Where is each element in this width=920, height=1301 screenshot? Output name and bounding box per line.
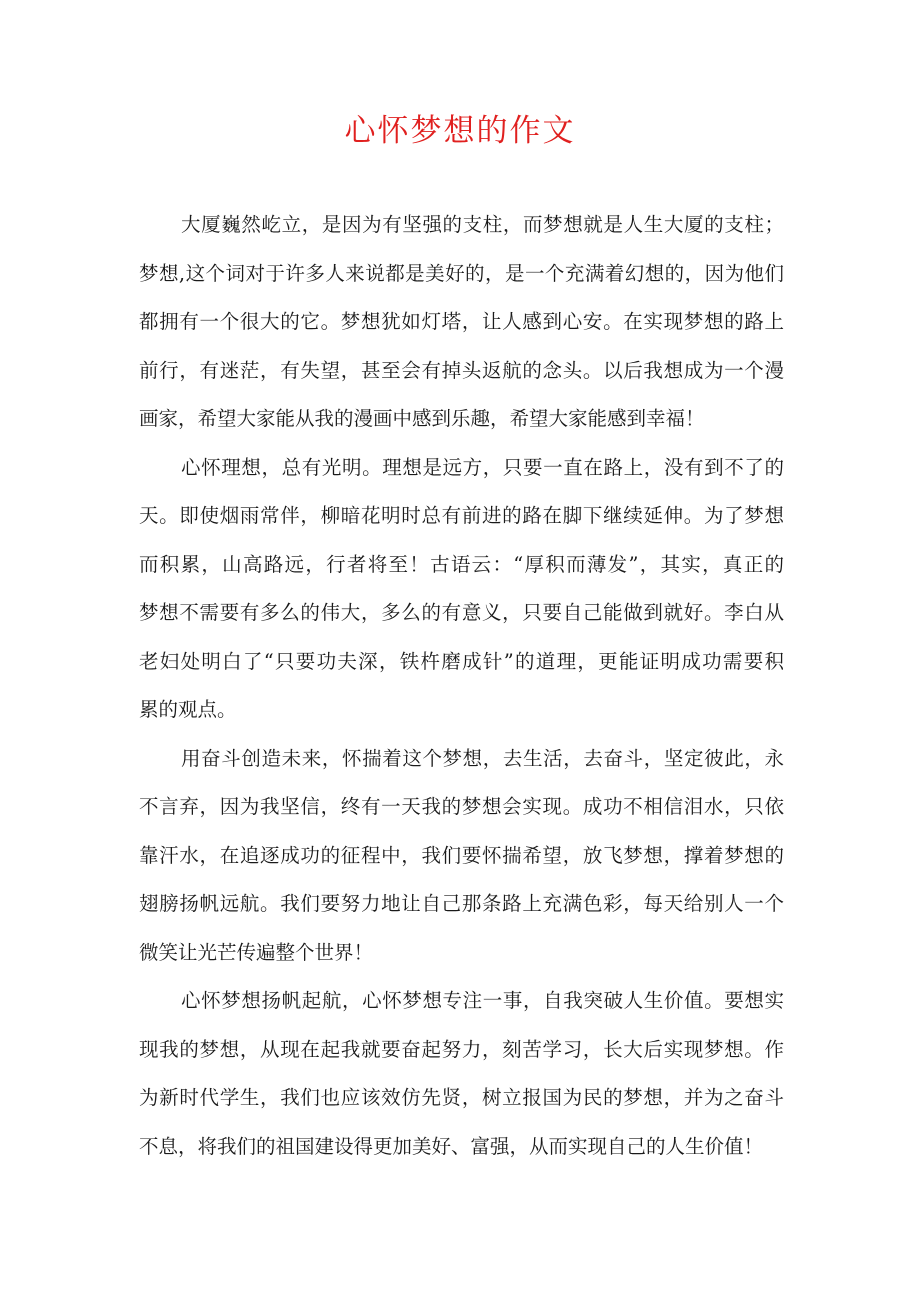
text-line: 而积累，山高路远，行者将至！古语云：“厚积而薄发”，其实，真正的	[139, 552, 784, 576]
text-line: 梦想不需要有多么的伟大，多么的有意义，只要自己能做到就好。李白从	[139, 601, 784, 624]
paragraph-3	[139, 735, 784, 978]
paragraph-2	[139, 444, 784, 735]
text-line: 微笑让光芒传遍整个世界！	[139, 940, 374, 964]
text-line: 画家，希望大家能从我的漫画中感到乐趣，希望大家能感到幸福！	[139, 407, 705, 430]
text-line: 天。即使烟雨常伴，柳暗花明时总有前进的路在脚下继续延伸。为了梦想	[139, 504, 784, 527]
text-line: 心怀理想，总有光明。理想是远方，只要一直在路上，没有到不了的	[181, 455, 784, 479]
text-line: 不言弃，因为我坚信，终有一天我的梦想会实现。成功不相信泪水，只依	[139, 795, 784, 818]
document-title: 心怀梦想的作文	[344, 113, 576, 149]
text-line: 心怀梦想扬帆起航，心怀梦想专注一事，自我突破人生价值。要想实	[181, 989, 784, 1012]
text-line: 翅膀扬帆远航。我们要努力地让自己那条路上充满色彩，每天给别人一个	[139, 892, 784, 915]
document-body	[139, 201, 784, 1171]
text-line: 老妇处明白了“只要功夫深，铁杵磨成针”的道理，更能证明成功需要积	[139, 649, 784, 673]
text-line: 梦想,这个词对于许多人来说都是美好的，是一个充满着幻想的，因为他们	[139, 261, 784, 285]
paragraph-4	[139, 977, 784, 1171]
text-line: 用奋斗创造未来，怀揣着这个梦想，去生活，去奋斗，坚定彼此，永	[181, 746, 784, 770]
text-line: 为新时代学生，我们也应该效仿先贤，树立报国为民的梦想，并为之奋斗	[139, 1086, 784, 1109]
text-line: 都拥有一个很大的它。梦想犹如灯塔，让人感到心安。在实现梦想的路上	[139, 310, 784, 333]
paragraph-1	[139, 201, 784, 444]
text-line: 不息，将我们的祖国建设得更加美好、富强，从而实现自己的人生价值！	[139, 1134, 764, 1158]
text-line: 靠汗水，在追逐成功的征程中，我们要怀揣希望，放飞梦想，撑着梦想的	[139, 843, 784, 867]
text-line: 现我的梦想，从现在起我就要奋起努力，刻苦学习，长大后实现梦想。作	[139, 1037, 784, 1061]
text-line: 大厦巍然屹立，是因为有坚强的支柱，而梦想就是人生大厦的支柱；	[181, 213, 784, 236]
text-line: 前行，有迷茫，有失望，甚至会有掉头返航的念头。以后我想成为一个漫	[139, 358, 784, 382]
text-line: 累的观点。	[139, 698, 237, 721]
